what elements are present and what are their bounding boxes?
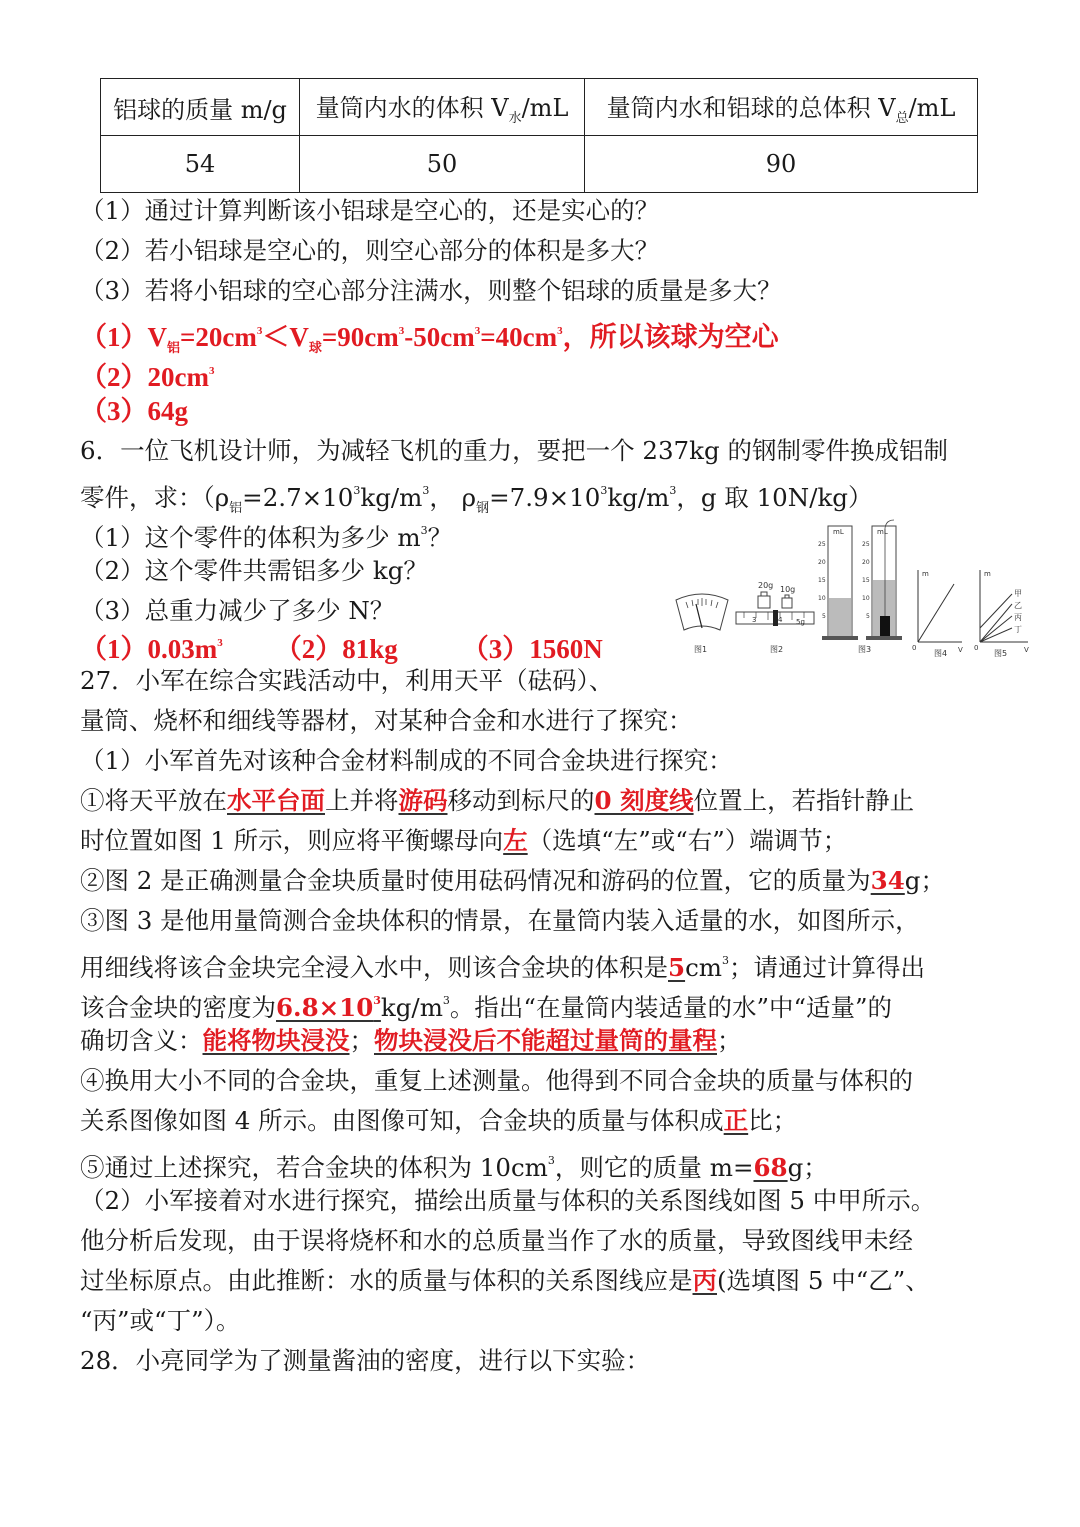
q27-line-10: 确切含义：能将物块浸没；物块浸没后不能超过量筒的量程； bbox=[80, 1026, 742, 1055]
line-yi-label: 乙 bbox=[1014, 601, 1022, 610]
q5-answer-3: （3）64g bbox=[80, 396, 188, 426]
line-ding-label: 丁 bbox=[1014, 625, 1022, 634]
figure-5-caption: 图5 bbox=[994, 649, 1008, 658]
q6-stem-line-1: 6．一位飞机设计师，为减轻飞机的重力，要把一个 237kg 的钢制零件换成铝制 bbox=[80, 436, 948, 465]
cylinder-2-tick-25: 25 bbox=[862, 541, 870, 548]
q5-answer-1: $(1)V_铝=20cm^3<V_球=90cm^3-50cm^3=40cm^3$，所以该球为空心 bbox=[80, 322, 779, 355]
answer-rider: 游码 bbox=[398, 786, 448, 815]
cell-water-volume: 50 bbox=[300, 136, 585, 193]
weight-20g-label: 20g bbox=[758, 581, 774, 590]
cylinder-1-unit: mL bbox=[833, 528, 844, 536]
line-jia-label: 甲 bbox=[1014, 589, 1022, 598]
answer-proportional: 正 bbox=[723, 1106, 749, 1135]
experiment-figures bbox=[672, 518, 1034, 658]
figure-2-caption: 图2 bbox=[770, 645, 784, 654]
q27-line-17: “丙”或“丁”）。 bbox=[80, 1306, 241, 1335]
q27-line-9: 该合金块的密度为$6.8\times 10^3kg/m^3$。指出“在量筒内装适量的水”中“适量”的 bbox=[80, 993, 893, 1022]
answer-mass-68: 68 bbox=[753, 1153, 788, 1182]
q27-line-1: 27．小军在综合实践活动中，利用天平（砝码）、 bbox=[80, 666, 614, 695]
cell-total-volume: 90 bbox=[585, 136, 978, 193]
q5-question-2: （2）若小铝球是空心的，则空心部分的体积是多大？ bbox=[80, 236, 660, 265]
cylinder-2-tick-10: 10 bbox=[862, 595, 870, 602]
figure-4-mv-graph bbox=[912, 570, 963, 658]
q27-line-16: 过坐标原点。由此推断：水的质量与体积的关系图线应是丙(选填图 5 中“乙”、 bbox=[80, 1266, 930, 1295]
header-water-volume: 量筒内水的体积 $V_水/mL$ bbox=[300, 79, 585, 136]
q5-question-3: （3）若将小铝球的空心部分注满水，则整个铝球的质量是多大？ bbox=[80, 276, 782, 305]
table-row bbox=[101, 136, 978, 193]
q6-question-1: （1）这个零件的体积为多少 $m^3$？ bbox=[80, 523, 453, 552]
scale-label-4: 4 bbox=[778, 616, 783, 624]
q27-line-4: ①将天平放在水平台面上并将游码移动到标尺的0 刻度线位置上，若指针静止 bbox=[80, 786, 915, 815]
cylinder-2-unit: mL bbox=[877, 528, 888, 536]
q27-line-3: （1）小军首先对该种合金材料制成的不同合金块进行探究： bbox=[80, 746, 733, 775]
cylinder-1-tick-5: 5 bbox=[822, 613, 826, 620]
q27-line-13: ⑤通过上述探究，若合金块的体积为 $10cm^3$，则它的质量 m=68g； bbox=[80, 1153, 828, 1182]
cylinder-1-tick-20: 20 bbox=[818, 559, 826, 566]
figure-5-axis-v: V bbox=[1024, 646, 1029, 654]
cylinder-1-tick-10: 10 bbox=[818, 595, 826, 602]
answer-level-surface: 水平台面 bbox=[227, 786, 325, 815]
q6-answers bbox=[80, 626, 603, 666]
answer-density: $6.8\times 10^3$ bbox=[276, 993, 381, 1022]
figure-4-axis-v: V bbox=[958, 646, 963, 654]
q27-line-8: 用细线将该合金块完全浸入水中，则该合金块的体积是$5cm^3$；请通过计算得出 bbox=[80, 953, 926, 982]
q27-line-11: ④换用大小不同的合金块，重复上述测量。他得到不同合金块的质量与体积的 bbox=[80, 1066, 913, 1095]
q6-stem-line-2: 零件，求：（$\rho_铝=2.7\times 10^3kg/m^3$， $\rho_钢=7.9\times 10^3kg/m^3$，g 取 10N/kg） bbox=[80, 483, 873, 516]
figure-5-axis-m: m bbox=[984, 570, 991, 578]
figure-1-caption: 图1 bbox=[694, 645, 708, 654]
figure-3-cylinders bbox=[818, 520, 902, 654]
figure-4-axis-m: m bbox=[922, 570, 929, 578]
header-mass: 铝球的质量 m/g bbox=[101, 79, 300, 136]
aluminum-ball-table bbox=[100, 78, 978, 193]
q5-answer-2: $(2)20cm^3$ bbox=[80, 362, 215, 392]
figure-3-caption: 图3 bbox=[858, 645, 872, 654]
q6-question-2: （2）这个零件共需铝多少 kg？ bbox=[80, 556, 428, 585]
q27-line-6: ②图 2 是正确测量合金块质量时使用砝码情况和游码的位置，它的质量为34g； bbox=[80, 866, 945, 895]
figure-1-balance-dial bbox=[676, 594, 728, 654]
figure-4-caption: 图4 bbox=[934, 649, 948, 658]
q28-line-1: 28．小亮同学为了测量酱油的密度，进行以下实验： bbox=[80, 1346, 651, 1375]
table-header-row bbox=[101, 79, 978, 136]
cylinder-1-tick-25: 25 bbox=[818, 541, 826, 548]
q27-line-12: 关系图像如图 4 所示。由图像可知，合金块的质量与体积成正比； bbox=[80, 1106, 798, 1135]
answer-volume-5: 5 bbox=[668, 953, 686, 982]
answer-zero-mark: 0 刻度线 bbox=[594, 786, 694, 815]
cylinder-1-tick-15: 15 bbox=[818, 577, 826, 584]
q27-line-2: 量筒、烧杯和细线等器材，对某种合金和水进行了探究： bbox=[80, 706, 693, 735]
answer-left: 左 bbox=[503, 826, 528, 855]
q27-line-7: ③图 3 是他用量筒测合金块体积的情景，在量筒内装入适量的水，如图所示， bbox=[80, 906, 920, 935]
weight-10g-label: 10g bbox=[780, 585, 796, 594]
line-bing-label: 丙 bbox=[1014, 613, 1022, 622]
q27-line-15: 他分析后发现，由于误将烧杯和水的总质量当作了水的质量，导致图线甲未经 bbox=[80, 1226, 913, 1255]
cylinder-2-tick-20: 20 bbox=[862, 559, 870, 566]
cylinder-2-tick-15: 15 bbox=[862, 577, 870, 584]
figure-2-weights-scale bbox=[736, 581, 814, 654]
figure-5-origin: 0 bbox=[974, 644, 979, 652]
answer-not-exceed-range: 物块浸没后不能超过量筒的量程 bbox=[374, 1026, 717, 1055]
answer-mass-34: 34 bbox=[870, 866, 905, 895]
scale-label-5g: 5g bbox=[796, 618, 805, 626]
header-total-volume: 量筒内水和铝球的总体积 $V_总/mL$ bbox=[585, 79, 978, 136]
scale-label-3: 3 bbox=[752, 616, 757, 624]
cylinder-2-tick-5: 5 bbox=[866, 613, 870, 620]
q6-answer-2: （2）81kg bbox=[274, 634, 398, 664]
q6-answer-1: $(1)0.03m^3$ bbox=[80, 634, 223, 664]
q5-question-1: （1）通过计算判断该小铝球是空心的，还是实心的？ bbox=[80, 196, 660, 225]
cell-mass: 54 bbox=[101, 136, 300, 193]
figure-4-origin: 0 bbox=[912, 644, 917, 652]
q27-line-5: 时位置如图 1 所示，则应将平衡螺母向左（选填“左”或“右”）端调节； bbox=[80, 826, 848, 855]
answer-bing: 丙 bbox=[692, 1266, 717, 1295]
q27-line-14: （2）小军接着对水进行探究，描绘出质量与体积的关系图线如图 5 中甲所示。 bbox=[80, 1186, 936, 1215]
q6-answer-3: （3）1560N bbox=[461, 634, 603, 664]
answer-submerge: 能将物块浸没 bbox=[202, 1026, 350, 1055]
q6-question-3: （3）总重力减少了多少 N？ bbox=[80, 596, 395, 625]
figure-5-water-graph bbox=[974, 570, 1029, 658]
